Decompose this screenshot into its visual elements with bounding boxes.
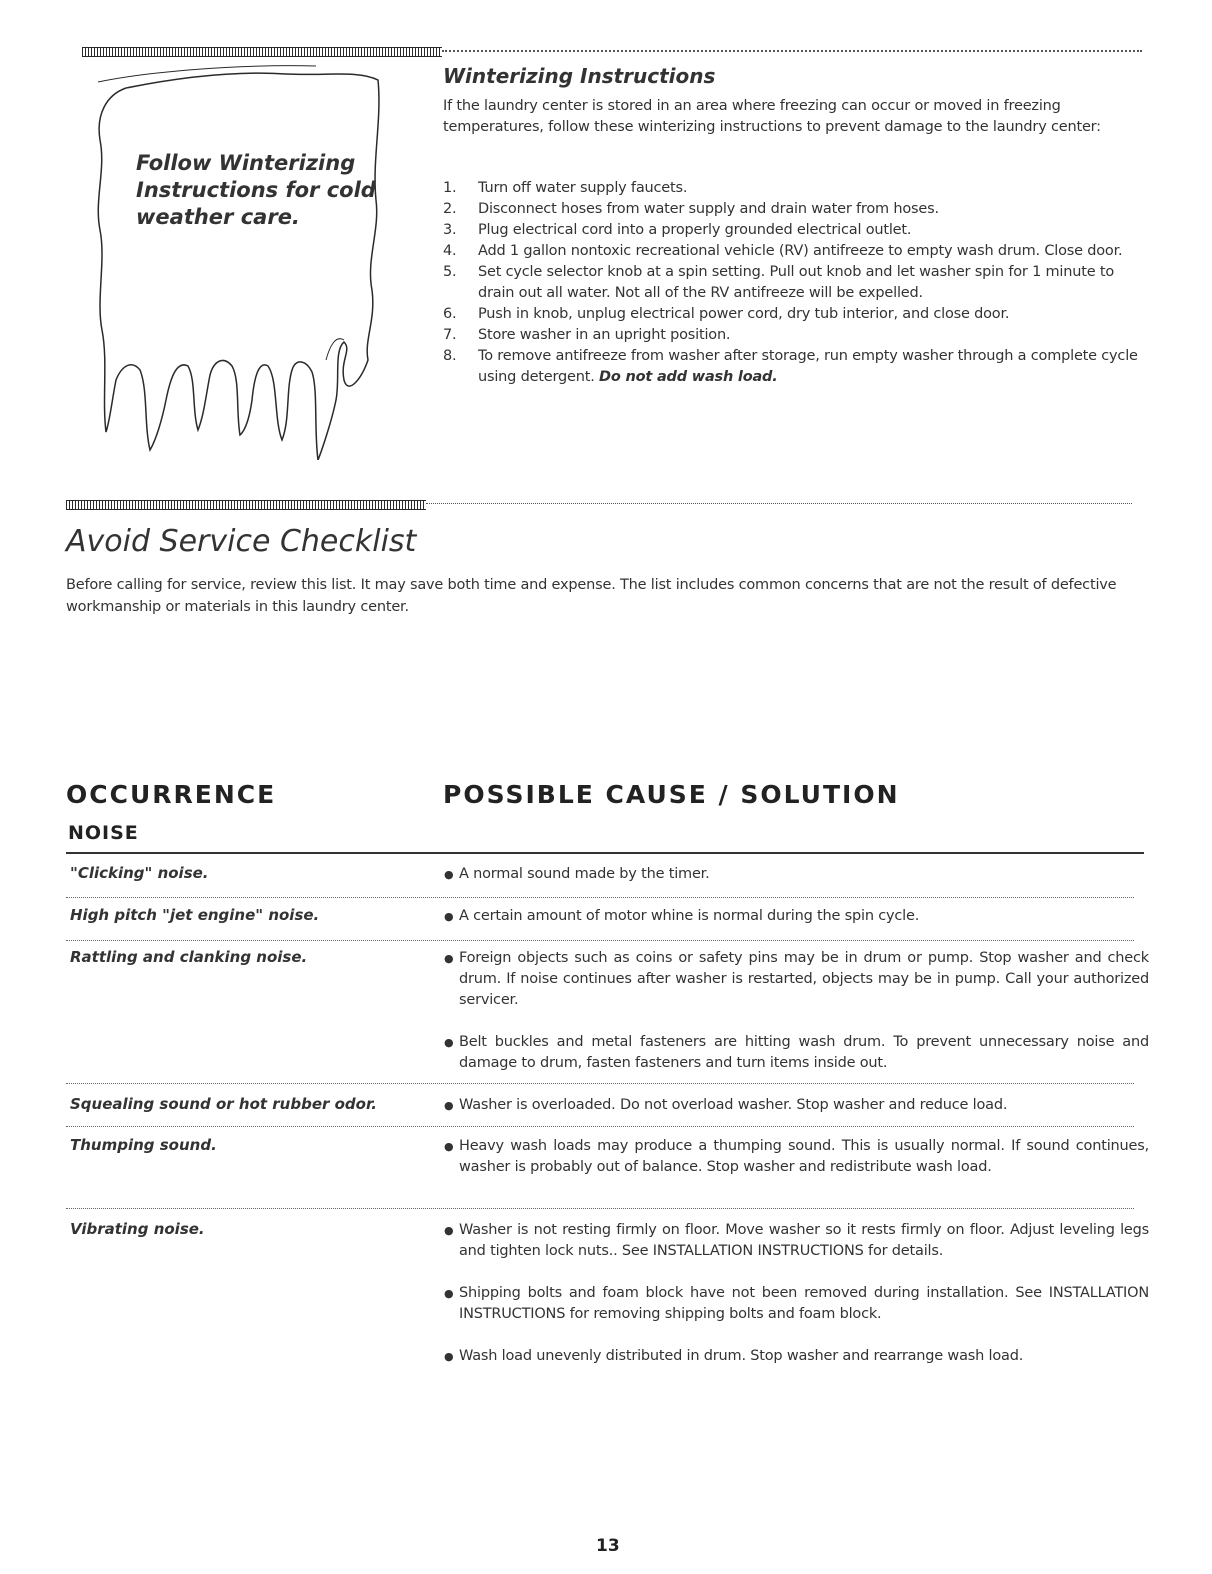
step-number: 7. — [443, 327, 457, 343]
solution-item: ● Washer is overloaded. Do not overload washer. Stop washer and reduce load. — [444, 1095, 1149, 1116]
step-item — [443, 199, 1143, 220]
solution-item: ● Shipping bolts and foam block have not been removed during installation. See INSTALLATION INSTRUCTIONS for removing shipping bolts and foam block. — [444, 1285, 1149, 1322]
occurrence-label: Rattling and clanking noise. — [70, 948, 308, 966]
occurrence-label: Vibrating noise. — [70, 1220, 205, 1238]
solution-item: ● A normal sound made by the timer. — [444, 864, 1149, 885]
step-item — [443, 346, 1143, 388]
step-text: Set cycle selector knob at a spin setting. Pull out knob and let washer spin for 1 minute to drain out all water. Not all of the RV antifreeze will be expelled. — [478, 264, 1115, 301]
step-number: 6. — [443, 306, 457, 322]
step-item — [443, 325, 1143, 346]
column-header-solution: POSSIBLE CAUSE / SOLUTION — [443, 780, 900, 809]
step-number: 5. — [443, 264, 457, 280]
step-number: 8. — [443, 348, 457, 364]
bullet-icon: ● — [444, 1140, 454, 1153]
solution-item: ● Belt buckles and metal fasteners are hitting wash drum. To prevent unnecessary noise and damage to drum, fasten fasteners and turn items inside out. — [444, 1034, 1149, 1071]
occurrence-label: "Clicking" noise. — [70, 864, 209, 882]
step-text: Add 1 gallon nontoxic recreational vehicle (RV) antifreeze to empty wash drum. Close door. — [478, 243, 1123, 259]
step-number: 2. — [443, 201, 457, 217]
icicle-illustration — [86, 60, 386, 460]
occurrence-label: High pitch "jet engine" noise. — [70, 906, 320, 924]
step-item — [443, 304, 1143, 325]
winterizing-intro: If the laundry center is stored in an area where freezing can occur or moved in freezing temperatures, follow these winterizing instructions to prevent damage to the laundry center: — [443, 98, 1101, 135]
step-text: To remove antifreeze from washer after storage, run empty washer through a complete cycle using detergent. — [478, 348, 1138, 385]
step-text: Plug electrical cord into a properly grounded electrical outlet. — [478, 222, 912, 238]
step-item — [443, 178, 1143, 199]
occurrence-label: Thumping sound. — [70, 1136, 217, 1154]
solution-item: ● Wash load unevenly distributed in drum. Stop washer and rearrange wash load. — [444, 1346, 1149, 1367]
step-number: 3. — [443, 222, 457, 238]
bullet-icon: ● — [444, 1287, 454, 1300]
winterizing-title: Winterizing Instructions — [443, 64, 716, 88]
solution-item: ● A certain amount of motor whine is normal during the spin cycle. — [444, 906, 1149, 927]
page-number: 13 — [596, 1536, 620, 1556]
page-title: Avoid Service Checklist — [66, 524, 417, 559]
step-text: Turn off water supply faucets. — [478, 180, 688, 196]
row-divider — [66, 1083, 1134, 1084]
header-dotted-rule — [442, 50, 1142, 52]
section-dotted-rule — [426, 503, 1132, 504]
row-divider — [66, 1208, 1134, 1209]
step-number: 1. — [443, 180, 457, 196]
step-emphasis: Do not add wash load. — [599, 369, 778, 385]
step-item — [443, 262, 1143, 304]
solution-item: ● Washer is not resting firmly on floor. Move washer so it rests firmly on floor. Adjust leveling legs and tighten lock nuts.. See INSTALLATION INSTRUCTIONS for details. — [444, 1222, 1149, 1259]
section-hatch-bar — [66, 500, 426, 510]
section-header-noise: NOISE — [68, 822, 139, 844]
table-header-rule — [66, 852, 1144, 854]
bullet-icon: ● — [444, 868, 454, 881]
bullet-icon: ● — [444, 910, 454, 923]
bullet-icon: ● — [444, 952, 454, 965]
step-item — [443, 241, 1143, 262]
checklist-intro: Before calling for service, review this list. It may save both time and expense. The list includes common concerns that are not the result of defective workmanship or materials in this laundry center. — [66, 577, 1117, 615]
step-item — [443, 220, 1143, 241]
step-text: Disconnect hoses from water supply and drain water from hoses. — [478, 201, 939, 217]
step-number: 4. — [443, 243, 457, 259]
bullet-icon: ● — [444, 1350, 454, 1363]
row-divider — [66, 897, 1134, 898]
solution-item: ● Heavy wash loads may produce a thumping sound. This is usually normal. If sound continues, washer is probably out of balance. Stop washer and redistribute wash load. — [444, 1138, 1149, 1175]
row-divider — [66, 940, 1134, 941]
winterizing-steps — [443, 178, 1143, 388]
callout-text: Follow Winterizing Instructions for cold weather care. — [136, 151, 376, 229]
solution-item: ● Foreign objects such as coins or safety pins may be in drum or pump. Stop washer and check drum. If noise continues after washer is restarted, objects may be in pump. Call your authorized servicer. — [444, 950, 1149, 1008]
row-divider — [66, 1126, 1134, 1127]
column-header-occurrence: OCCURRENCE — [66, 780, 277, 809]
step-text: Store washer in an upright position. — [478, 327, 731, 343]
header-hatch-bar — [82, 47, 442, 57]
step-text: Push in knob, unplug electrical power cord, dry tub interior, and close door. — [478, 306, 1010, 322]
bullet-icon: ● — [444, 1224, 454, 1237]
bullet-icon: ● — [444, 1099, 454, 1112]
occurrence-label: Squealing sound or hot rubber odor. — [70, 1095, 377, 1113]
bullet-icon: ● — [444, 1036, 454, 1049]
